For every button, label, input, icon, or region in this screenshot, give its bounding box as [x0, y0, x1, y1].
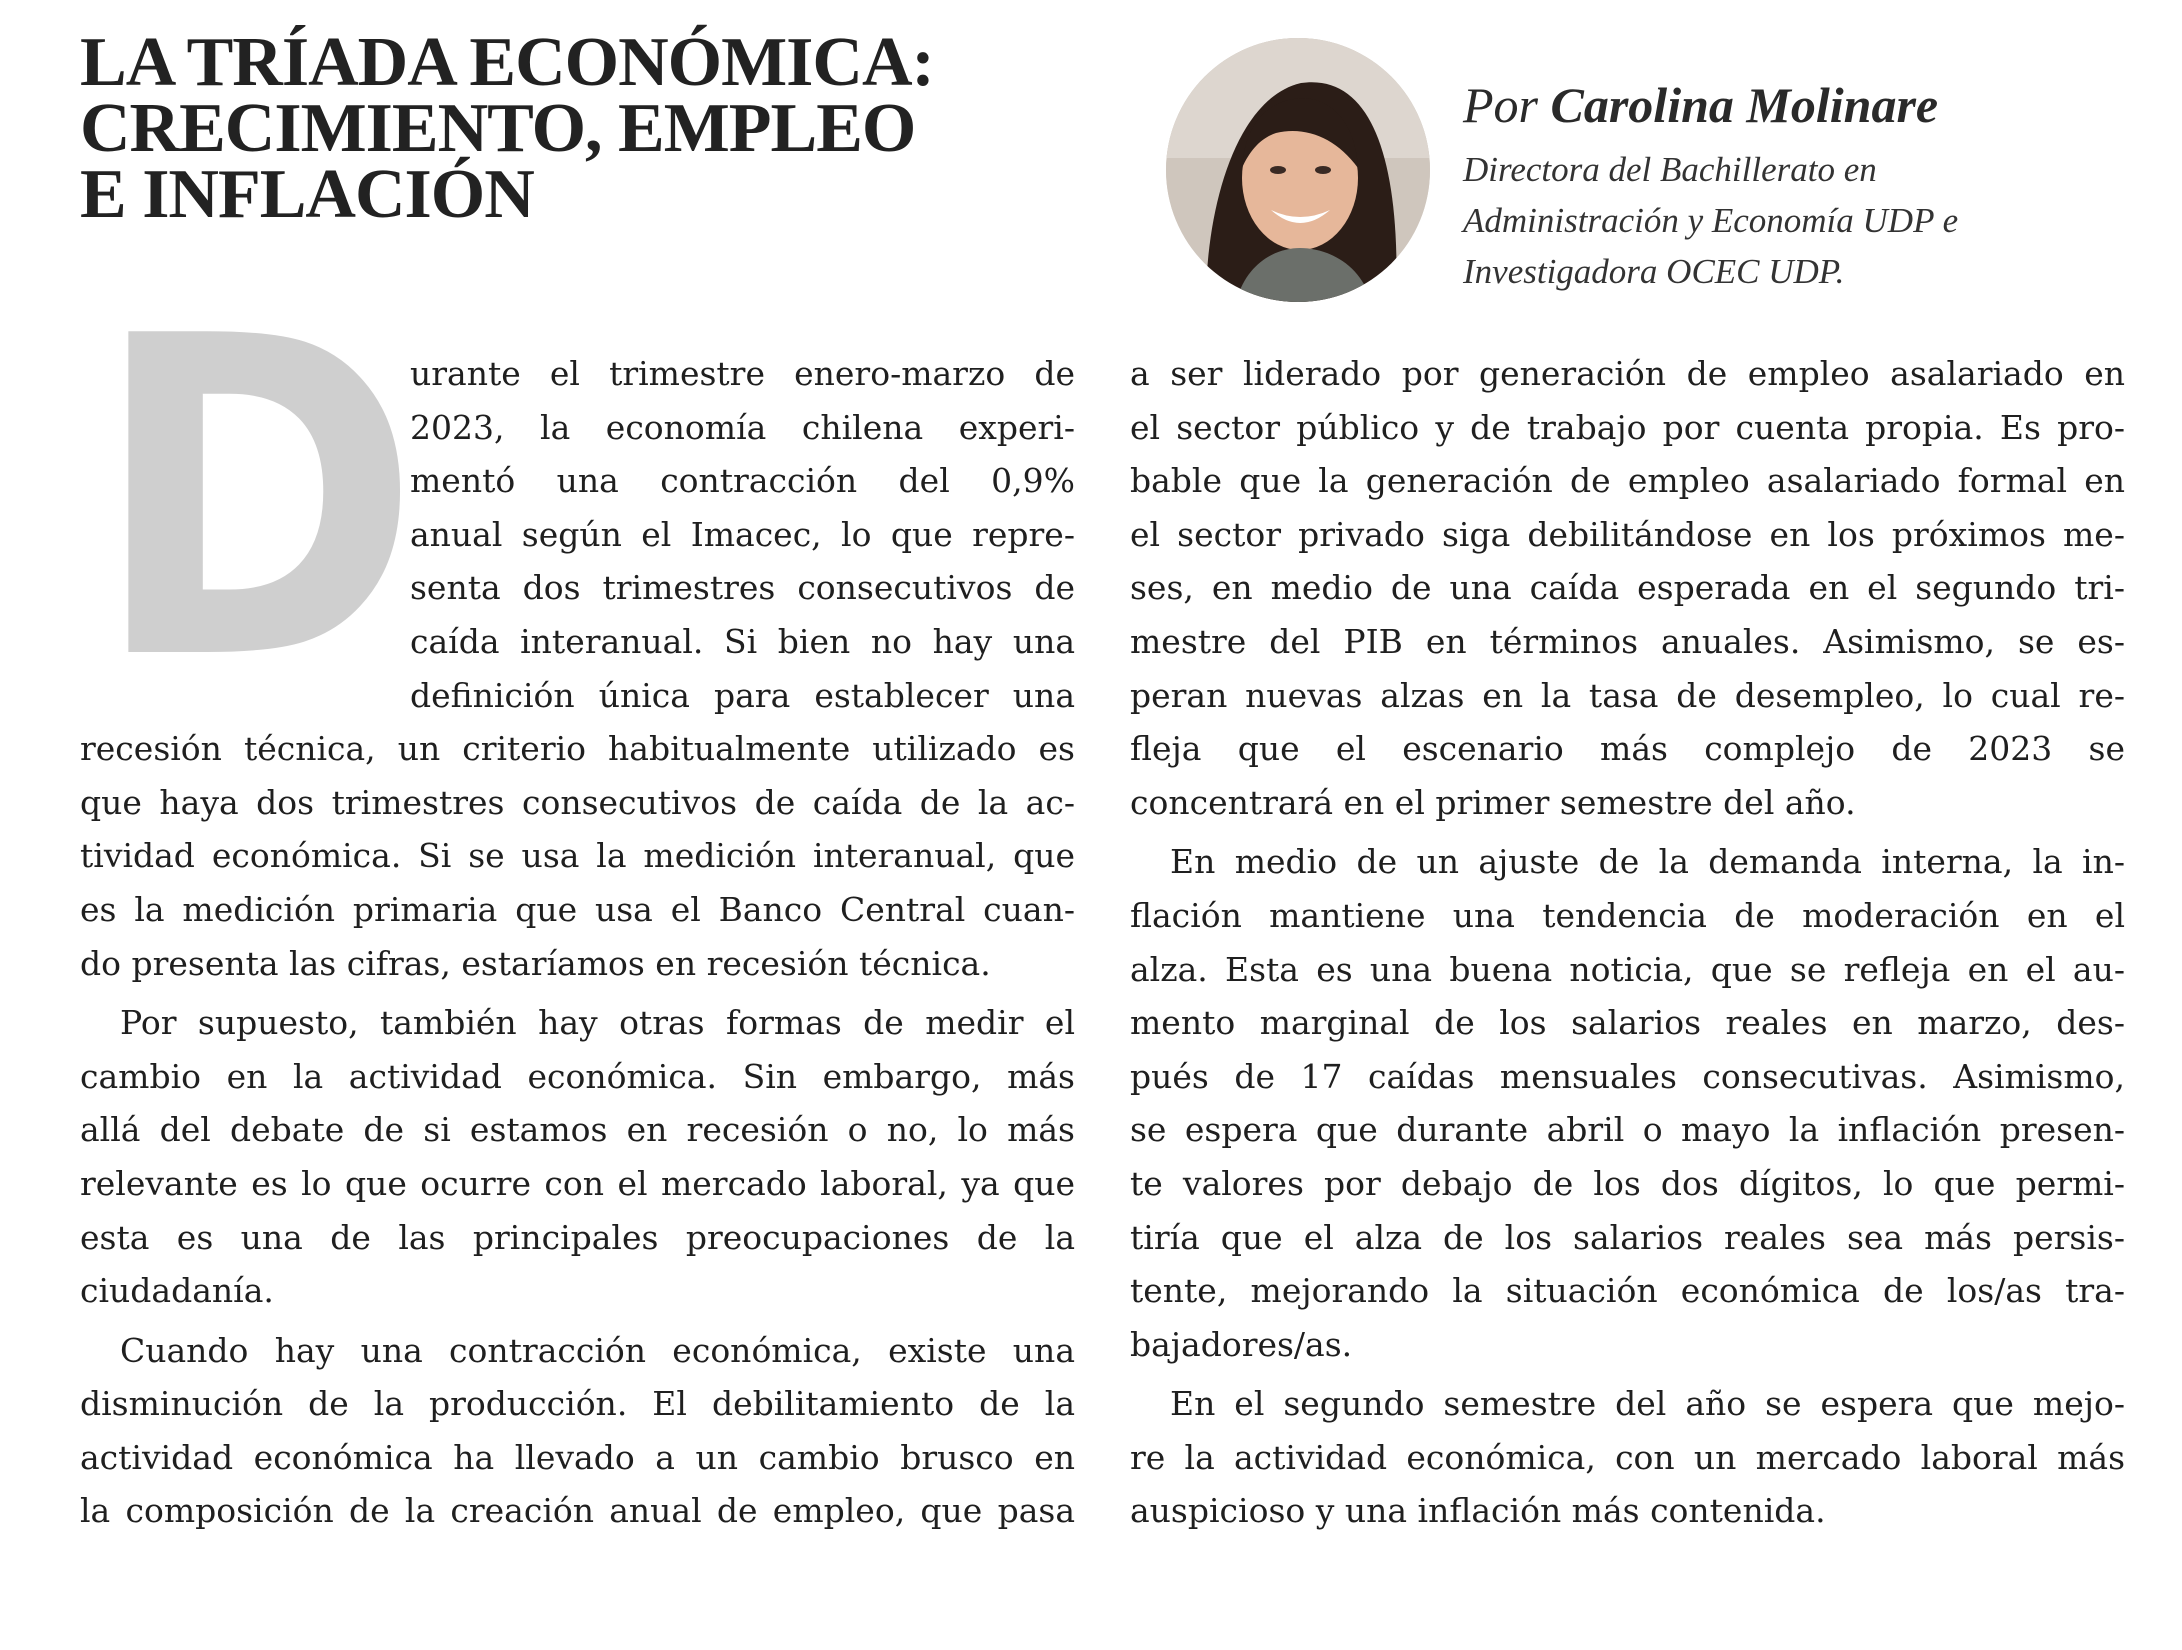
- text-line: te valores por debajo de los dos dígitos, lo que permi-: [1130, 1163, 2125, 1203]
- text-line: que haya dos trimestres consecutivos de caída de la ac-: [80, 782, 1075, 822]
- author-byline: [1463, 72, 2153, 297]
- text-line: urante el trimestre enero-marzo de: [410, 354, 1075, 393]
- text-line: allá del debate de si estamos en recesión o no, lo más: [80, 1110, 1075, 1150]
- text-line: recesión técnica, un criterio habitualmente utilizado es: [80, 729, 1075, 769]
- text-line: re la actividad económica, con un mercado laboral más: [1130, 1437, 2125, 1477]
- author-role-line: Administración y Economía UDP e: [1463, 201, 1959, 240]
- text-line: ciudadanía.: [80, 1271, 274, 1311]
- text-line: tiría que el alza de los salarios reales sea más persis-: [1130, 1217, 2125, 1257]
- text-line: tente, mejorando la situación económica de los/as tra-: [1130, 1271, 2125, 1311]
- text-line: a ser liderado por generación de empleo asalariado en: [1130, 354, 2125, 393]
- text-line: auspicioso y una inflación más contenida.: [1130, 1491, 1826, 1531]
- text-line: 2023, la economía chilena experi-: [410, 407, 1075, 447]
- text-line: actividad económica ha llevado a un cambio brusco en: [80, 1437, 1075, 1477]
- text-line: es la medición primaria que usa el Banco Central cuan-: [80, 889, 1075, 929]
- author-line: [1463, 72, 2153, 138]
- text-line: concentrará en el primer semestre del año.: [1130, 782, 1856, 822]
- text-line: caída interanual. Si bien no hay una: [410, 621, 1075, 661]
- author-photo: [1166, 38, 1430, 302]
- text-line: flación mantiene una tendencia de moderación en el: [1130, 895, 2125, 935]
- author-role: [1463, 144, 2153, 297]
- headline: [80, 24, 1080, 233]
- text-line: anual según el Imacec, lo que repre-: [410, 514, 1075, 554]
- text-line: mestre del PIB en términos anuales. Asimismo, se es-: [1130, 621, 2125, 661]
- headline-line: LA TRÍADA ECONÓMICA:: [80, 24, 934, 101]
- drop-cap: D: [92, 244, 421, 756]
- text-line: se espera que durante abril o mayo la inflación presen-: [1130, 1110, 2125, 1150]
- text-line: definición única para establecer una: [410, 675, 1075, 715]
- article-column-right: [1130, 347, 2125, 1538]
- text-line: alza. Esta es una buena noticia, que se refleja en el au-: [1130, 949, 2125, 989]
- text-line: relevante es lo que ocurre con el mercado laboral, ya que: [80, 1163, 1075, 1203]
- text-line: peran nuevas alzas en la tasa de desempleo, lo cual re-: [1130, 675, 2125, 715]
- text-line: fleja que el escenario más complejo de 2023 se: [1130, 729, 2125, 769]
- text-line: Cuando hay una contracción económica, existe una: [120, 1330, 1075, 1370]
- author-role-line: Directora del Bachillerato en: [1463, 150, 1877, 189]
- text-line: mento marginal de los salarios reales en marzo, des-: [1130, 1003, 2125, 1043]
- author-prefix: Por: [1463, 77, 1538, 133]
- text-line: ses, en medio de una caída esperada en el segundo tri-: [1130, 568, 2125, 608]
- text-line: mentó una contracción del 0,9%: [410, 461, 1075, 501]
- text-line: cambio en la actividad económica. Sin embargo, más: [80, 1056, 1075, 1096]
- text-line: la composición de la creación anual de empleo, que pasa: [80, 1491, 1075, 1531]
- text-line: En medio de un ajuste de la demanda interna, la in-: [1170, 842, 2125, 882]
- text-line: bable que la generación de empleo asalariado formal en: [1130, 461, 2125, 501]
- text-line: bajadores/as.: [1130, 1324, 1353, 1364]
- text-line: disminución de la producción. El debilitamiento de la: [80, 1384, 1075, 1424]
- headline-line: CRECIMIENTO, EMPLEO: [80, 90, 916, 167]
- author-name: Carolina Molinare: [1550, 77, 1939, 133]
- text-line: el sector privado siga debilitándose en los próximos me-: [1130, 514, 2125, 554]
- author-role-line: Investigadora OCEC UDP.: [1463, 252, 1845, 291]
- headline-line: E INFLACIÓN: [80, 156, 534, 233]
- text-line: el sector público y de trabajo por cuenta propia. Es pro-: [1130, 407, 2125, 447]
- text-line: En el segundo semestre del año se espera que mejo-: [1170, 1384, 2125, 1424]
- text-line: esta es una de las principales preocupaciones de la: [80, 1217, 1075, 1257]
- article-column-left: [80, 347, 1075, 1538]
- text-line: senta dos trimestres consecutivos de: [410, 568, 1075, 608]
- text-line: Por supuesto, también hay otras formas de medir el: [120, 1003, 1075, 1043]
- text-line: pués de 17 caídas mensuales consecutivas. Asimismo,: [1130, 1056, 2125, 1096]
- text-line: tividad económica. Si se usa la medición interanual, que: [80, 836, 1075, 876]
- text-line: do presenta las cifras, estaríamos en recesión técnica.: [80, 943, 991, 983]
